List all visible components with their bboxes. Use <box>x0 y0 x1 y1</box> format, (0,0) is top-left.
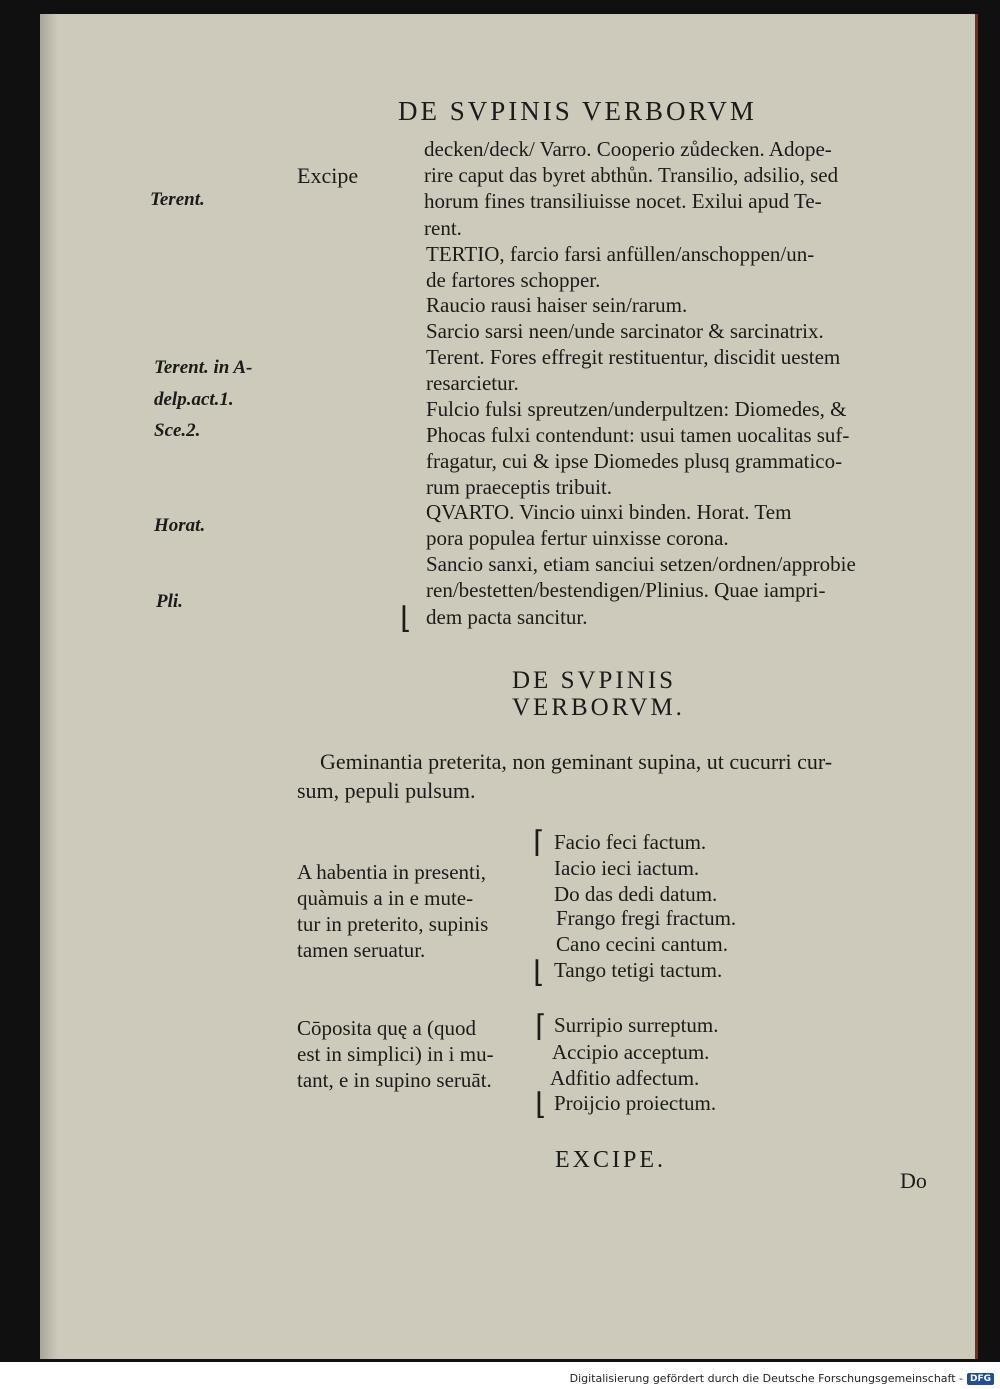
group1-label-line: quàmuis a in e mute- <box>297 886 474 910</box>
body-line: Sarcio sarsi neen/unde sarcinator & sarcinatrix. <box>426 319 824 343</box>
spine-shadow <box>40 14 58 1359</box>
body-line: rire caput das byret abthůn. Transilio, adsilio, sed <box>424 163 839 187</box>
body-line: fragatur, cui & ipse Diomedes plusq grammatico- <box>426 449 843 473</box>
group1-label-line: A habentia in presenti, <box>297 860 486 884</box>
marginal-note-plinius: Pli. <box>156 591 183 612</box>
body-line: dem pacta sancitur. <box>426 605 588 629</box>
bracket-glyph: ⌊ <box>400 602 412 635</box>
section-heading-line-2: VERBORVM. <box>512 694 685 721</box>
body-line: Fulcio fulsi spreutzen/underpultzen: Diomedes, & <box>426 397 847 421</box>
group1-label-line: tur in preterito, supinis <box>297 912 489 936</box>
section-heading-line-1: DE SVPINIS <box>512 667 677 694</box>
group2-label-line: est in simplici) in i mu- <box>297 1042 494 1066</box>
marginal-note-terent-adelph-3: Sce.2. <box>154 420 201 441</box>
bracket-glyph: ⌊ <box>535 1088 547 1121</box>
excipe-label: Excipe <box>297 163 359 188</box>
body-line: rum praeceptis tribuit. <box>426 475 613 499</box>
group1-example: Iacio ieci iactum. <box>554 856 700 880</box>
group2-example: Surripio surreptum. <box>554 1013 719 1037</box>
body-line: QVARTO. Vincio uinxi binden. Horat. Tem <box>426 500 792 524</box>
footer-credit-text: Digitalisierung gefördert durch die Deutsche Forschungsgemeinschaft - <box>569 1372 963 1385</box>
bracket-glyph: ⌊ <box>533 956 545 989</box>
body-line: TERTIO, farcio farsi anfüllen/anschoppen/un- <box>426 242 815 266</box>
rule-line: sum, pepuli pulsum. <box>297 778 476 803</box>
body-line: horum fines transiliuisse nocet. Exilui apud Te- <box>424 189 822 213</box>
body-line: Raucio rausi haiser sein/rarum. <box>426 293 688 317</box>
group2-label-line: Cōposita quę a (quod <box>297 1016 477 1040</box>
group1-example: Frango fregi fractum. <box>556 906 737 930</box>
group1-example: Tango tetigi tactum. <box>554 958 723 982</box>
group1-example: Do das dedi datum. <box>554 882 718 906</box>
group2-example: Proijcio proiectum. <box>554 1091 717 1115</box>
bracket-glyph: ⌈ <box>533 826 545 859</box>
book-page <box>40 14 978 1359</box>
body-line: Sancio sanxi, etiam sanciui setzen/ordnen/approbie <box>426 552 856 576</box>
marginal-note-terent: Terent. <box>150 189 205 210</box>
bracket-glyph: ⌈ <box>535 1010 547 1043</box>
body-line: Terent. Fores effregit restituentur, discidit uestem <box>426 345 841 369</box>
catchword: Do <box>900 1168 927 1193</box>
body-line: resarcietur. <box>426 371 519 395</box>
excipe-heading: EXCIPE. <box>555 1147 666 1173</box>
rule-line: Geminantia preterita, non geminant supina, ut cucurri cur- <box>320 749 833 774</box>
group2-label-line: tant, e in supino seruāt. <box>297 1068 492 1092</box>
group1-label-line: tamen seruatur. <box>297 938 426 962</box>
group1-example: Facio feci factum. <box>554 830 707 854</box>
body-line: ren/bestetten/bestendigen/Plinius. Quae iampri- <box>426 578 826 602</box>
marginal-note-terent-adelph-2: delp.act.1. <box>154 389 234 410</box>
marginal-note-horat: Horat. <box>154 515 206 536</box>
body-line: pora populea fertur uinxisse corona. <box>426 526 729 550</box>
group2-example: Accipio acceptum. <box>552 1040 710 1064</box>
group1-example: Cano cecini cantum. <box>556 932 729 956</box>
running-head: DE SVPINIS VERBORVM <box>398 96 757 126</box>
body-line: de fartores schopper. <box>426 268 601 292</box>
marginal-note-terent-adelph-1: Terent. in A- <box>154 357 253 378</box>
body-line: Phocas fulxi contendunt: usui tamen uocalitas suf- <box>426 423 850 447</box>
group2-example: Adfitio adfectum. <box>550 1066 700 1090</box>
dfg-logo-icon: DFG <box>967 1373 994 1385</box>
footer-credit <box>570 1372 994 1385</box>
body-line: rent. <box>424 216 462 240</box>
body-line: decken/deck/ Varro. Cooperio zůdecken. Adope- <box>424 137 832 161</box>
